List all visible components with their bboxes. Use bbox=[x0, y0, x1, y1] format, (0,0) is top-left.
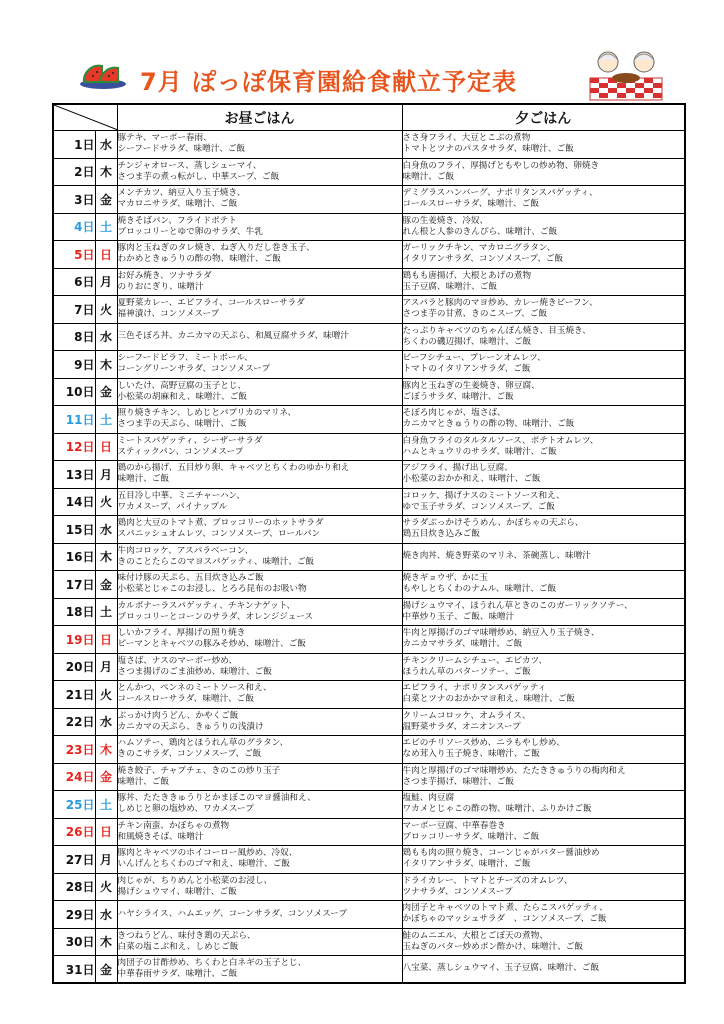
dinner-menu-cell bbox=[402, 433, 685, 461]
dinner-menu-line: なめ茸入り玉子焼き、味噌汁、ご飯 bbox=[402, 749, 540, 760]
lunch-menu-line: しいかフライ、厚揚げの照り焼き bbox=[117, 628, 246, 639]
lunch-menu-line: 照り焼きチキン、しめじとパプリカのマリネ、 bbox=[117, 408, 297, 419]
day-date: 23日 bbox=[53, 736, 95, 764]
dinner-menu-line: 豚の生姜焼き、冷奴、 bbox=[402, 215, 489, 226]
dinner-menu-cell bbox=[402, 736, 685, 764]
lunch-menu-line: 福神漬け、コンソメスープ bbox=[117, 309, 220, 320]
day-date: 22日 bbox=[53, 708, 95, 736]
table-row bbox=[53, 736, 685, 764]
day-date: 5日 bbox=[53, 241, 95, 269]
dinner-menu-line: ハムとキュウリのサラダ、味噌汁、ご飯 bbox=[402, 446, 557, 457]
dinner-menu-line: 牛肉と厚揚げのゴマ味噌炒め、納豆入り玉子焼き、 bbox=[402, 628, 600, 639]
day-date: 8日 bbox=[53, 323, 95, 351]
day-date: 31日 bbox=[53, 956, 95, 984]
dinner-menu-cell bbox=[402, 928, 685, 956]
table-row bbox=[53, 763, 685, 791]
lunch-menu-line: きつねうどん、味付き鶏の天ぷら、 bbox=[117, 930, 256, 941]
day-date: 26日 bbox=[53, 818, 95, 846]
day-date: 4日 bbox=[53, 213, 95, 241]
lunch-menu-line: ミートスパゲッティ、シーザーサラダ bbox=[117, 435, 263, 446]
dinner-menu-line: 玉子豆腐、味噌汁、ご飯 bbox=[402, 281, 498, 292]
dinner-menu-line: 鶏もも肉の照り焼き、コーンじゃがバター醤油炒め bbox=[402, 848, 600, 859]
lunch-menu-line: 豚テキ、マーボー春雨、 bbox=[117, 133, 212, 144]
dinner-menu-line: ドライカレー、トマトとチーズのオムレツ、 bbox=[402, 875, 573, 886]
lunch-menu-cell bbox=[117, 681, 402, 709]
dinner-menu-cell bbox=[402, 488, 685, 516]
day-of-week: 土 bbox=[95, 406, 117, 434]
lunch-menu-line: ブロッコリーとゆで卵のサラダ、牛乳 bbox=[117, 226, 263, 237]
lunch-menu-line: きのことたらこのマヨスパゲッティ、味噌汁、ご飯 bbox=[117, 556, 315, 567]
dinner-menu-cell bbox=[402, 378, 685, 406]
day-date: 11日 bbox=[53, 406, 95, 434]
lunch-menu-line: さつま揚げのごま油炒め、味噌汁、ご飯 bbox=[117, 666, 272, 677]
dinner-menu-cell bbox=[402, 846, 685, 874]
day-date: 18日 bbox=[53, 598, 95, 626]
day-date: 27日 bbox=[53, 846, 95, 874]
table-row bbox=[53, 708, 685, 736]
lunch-menu-cell bbox=[117, 708, 402, 736]
dinner-menu-cell bbox=[402, 873, 685, 901]
lunch-menu-line: 小松菜の胡麻和え、味噌汁、ご飯 bbox=[117, 391, 247, 402]
lunch-menu-line: 白菜の塩こぶ和え、しめじご飯 bbox=[117, 941, 239, 952]
dinner-menu-cell bbox=[402, 268, 685, 296]
day-of-week: 月 bbox=[95, 461, 117, 489]
day-of-week: 土 bbox=[95, 791, 117, 819]
dinner-menu-line: クリームコロッケ、オムライス、 bbox=[402, 710, 531, 721]
table-row bbox=[53, 158, 685, 186]
dinner-menu-line: コロッケ、揚げナスのミートソース和え、 bbox=[402, 490, 565, 501]
dinner-menu-line: れん根と人参のきんぴら、味噌汁、ご飯 bbox=[402, 226, 558, 237]
day-of-week: 木 bbox=[95, 158, 117, 186]
day-of-week: 木 bbox=[95, 736, 117, 764]
dinner-menu-cell bbox=[402, 956, 685, 984]
table-row bbox=[53, 351, 685, 379]
dinner-menu-line: 味噌汁、ご飯 bbox=[402, 171, 455, 182]
dinner-menu-line: トマトのイタリアンサラダ、ご飯 bbox=[402, 364, 531, 375]
table-row bbox=[53, 433, 685, 461]
dinner-menu-cell bbox=[402, 681, 685, 709]
table-row bbox=[53, 928, 685, 956]
dinner-menu-line: 肉団子とキャベツのトマト煮、たらこスパゲッティ、 bbox=[402, 903, 608, 914]
lunch-menu-cell bbox=[117, 818, 402, 846]
lunch-menu-line: 小松菜とじゃこのお浸し、とろろ昆布のお吸い物 bbox=[117, 584, 307, 595]
lunch-menu-line: 焼き餃子、チャプチェ、きのこの炒り玉子 bbox=[117, 765, 281, 776]
table-row bbox=[53, 296, 685, 324]
day-of-week: 金 bbox=[95, 186, 117, 214]
dinner-menu-line: サラダぶっかけそうめん、かぼちゃの天ぷら、 bbox=[402, 518, 584, 529]
day-of-week: 火 bbox=[95, 681, 117, 709]
lunch-menu-line: メンチカツ、納豆入り玉子焼き、 bbox=[117, 188, 246, 199]
lunch-menu-line: シーフードサラダ、味噌汁、ご飯 bbox=[117, 144, 246, 155]
dinner-menu-line: 白身魚のフライ、厚揚げともやしの炒め物、卵焼き bbox=[402, 160, 600, 171]
day-date: 13日 bbox=[53, 461, 95, 489]
dinner-menu-cell bbox=[402, 708, 685, 736]
day-of-week: 水 bbox=[95, 901, 117, 929]
day-date: 9日 bbox=[53, 351, 95, 379]
lunch-menu-line: スパニッシュオムレツ、コンソメスープ、ロールパン bbox=[117, 529, 321, 540]
lunch-menu-cell bbox=[117, 351, 402, 379]
lunch-menu-line: ハムソテー、鶏肉とほうれん草のグラタン、 bbox=[117, 738, 289, 749]
day-date: 29日 bbox=[53, 901, 95, 929]
dinner-menu-line: コールスローサラダ、味噌汁、ご飯 bbox=[402, 199, 539, 210]
lunch-menu-cell bbox=[117, 873, 402, 901]
lunch-menu-cell bbox=[117, 736, 402, 764]
day-of-week: 金 bbox=[95, 763, 117, 791]
lunch-menu-line: 三色そぼろ丼、カニカマの天ぷら、和風豆腐サラダ、味噌汁 bbox=[117, 331, 349, 342]
dinner-menu-cell bbox=[402, 626, 685, 654]
lunch-menu-line: マカロニサラダ、味噌汁、ご飯 bbox=[117, 199, 238, 210]
day-of-week: 水 bbox=[95, 323, 117, 351]
lunch-menu-cell bbox=[117, 928, 402, 956]
day-of-week: 木 bbox=[95, 543, 117, 571]
day-date: 6日 bbox=[53, 268, 95, 296]
day-of-week: 木 bbox=[95, 351, 117, 379]
dinner-menu-line: 牛肉と厚揚げのゴマ味噌炒め、たたききゅうりの梅肉和え bbox=[402, 765, 626, 776]
table-row bbox=[53, 241, 685, 269]
table-row bbox=[53, 571, 685, 599]
dinner-menu-line: カニカマサラダ、味噌汁、ご飯 bbox=[402, 639, 523, 650]
lunch-menu-cell bbox=[117, 516, 402, 544]
dinner-menu-cell bbox=[402, 158, 685, 186]
lunch-menu-line: さつま芋の天ぷら、味噌汁、ご飯 bbox=[117, 419, 247, 430]
day-date: 17日 bbox=[53, 571, 95, 599]
lunch-menu-cell bbox=[117, 763, 402, 791]
lunch-menu-cell bbox=[117, 488, 402, 516]
dinner-menu-cell bbox=[402, 241, 685, 269]
day-date: 24日 bbox=[53, 763, 95, 791]
dinner-menu-line: 白身魚フライのタルタルソース、ポテトオムレツ、 bbox=[402, 435, 599, 446]
lunch-menu-line: 五目冷し中華、ミニチャーハン、 bbox=[117, 490, 246, 501]
dinner-menu-line: マーボー豆腐、中華春巻き bbox=[402, 820, 506, 831]
lunch-menu-line: わかめときゅうりの酢の物、味噌汁、ご飯 bbox=[117, 254, 281, 265]
dinner-menu-line: 豚肉と玉ねぎの生姜焼き、卵豆腐、 bbox=[402, 380, 540, 391]
lunch-menu-line: きのこサラダ、コンソメスープ、ご飯 bbox=[117, 749, 262, 760]
table-row bbox=[53, 516, 685, 544]
lunch-menu-line: 和風焼きそば、味噌汁 bbox=[117, 831, 204, 842]
dinner-menu-line: イタリアンサラダ、コンソメスープ、ご飯 bbox=[402, 254, 564, 265]
lunch-menu-cell bbox=[117, 543, 402, 571]
dinner-menu-line: ガーリックチキン、マカロニグラタン、 bbox=[402, 243, 556, 254]
dinner-menu-line: ワカメとじゃこの酢の物、味噌汁、ふりかけご飯 bbox=[402, 804, 592, 815]
dinner-menu-line: ささ身フライ、大豆とこぶの煮物 bbox=[402, 133, 531, 144]
day-date: 10日 bbox=[53, 378, 95, 406]
page-header bbox=[0, 40, 724, 100]
day-of-week: 火 bbox=[95, 296, 117, 324]
lunch-menu-cell bbox=[117, 378, 402, 406]
table-row bbox=[53, 378, 685, 406]
dinner-menu-cell bbox=[402, 296, 685, 324]
page-title bbox=[140, 62, 517, 97]
dinner-menu-line: さつま芋揚げ、味噌汁、ご飯 bbox=[402, 776, 514, 787]
menu-table bbox=[52, 103, 686, 984]
lunch-menu-line: ワカメスープ、パイナップル bbox=[117, 501, 228, 512]
table-header-row bbox=[53, 104, 685, 131]
dinner-menu-line: たっぷりキャベツのちゃんぽん焼き、目玉焼き、 bbox=[402, 325, 591, 336]
day-of-week: 火 bbox=[95, 488, 117, 516]
dinner-menu-line: 鶏五目炊き込みご飯 bbox=[402, 529, 480, 540]
dinner-menu-line: 白菜とツナのおかかマヨ和え、味噌汁、ご飯 bbox=[402, 694, 575, 705]
dinner-menu-cell bbox=[402, 186, 685, 214]
dinner-menu-line: チキンクリームシチュー、エビカツ、 bbox=[402, 655, 548, 666]
day-of-week: 水 bbox=[95, 131, 117, 159]
lunch-menu-cell bbox=[117, 213, 402, 241]
dinner-menu-line: ほうれん草のバターソテー、ご飯 bbox=[402, 666, 531, 677]
dinner-menu-line: アスパラと豚肉のマヨ炒め、カレー焼きビーフン、 bbox=[402, 298, 598, 309]
lunch-menu-line: 塩さば、ナスのマーボー炒め、 bbox=[117, 655, 238, 666]
lunch-menu-line: ぶっかけ肉うどん、かやくご飯 bbox=[117, 710, 239, 721]
lunch-menu-cell bbox=[117, 131, 402, 159]
lunch-menu-line: 味噌汁、ご飯 bbox=[117, 776, 170, 787]
dinner-menu-line: 小松菜のおかか和え、味噌汁、ご飯 bbox=[402, 474, 541, 485]
dinner-menu-line: 鮭のムニエル、大根とごぼ天の煮物、 bbox=[402, 930, 548, 941]
dinner-menu-cell bbox=[402, 763, 685, 791]
lunch-header: お昼ごはん bbox=[117, 104, 402, 131]
day-of-week: 土 bbox=[95, 598, 117, 626]
dinner-menu-cell bbox=[402, 598, 685, 626]
lunch-menu-cell bbox=[117, 598, 402, 626]
lunch-menu-cell bbox=[117, 268, 402, 296]
table-row bbox=[53, 268, 685, 296]
lunch-menu-line: ハヤシライス、ハムエッグ、コーンサラダ、コンソメスープ bbox=[117, 908, 348, 919]
dinner-menu-cell bbox=[402, 543, 685, 571]
dinner-menu-line: デミグラスハンバーグ、ナポリタンスパゲッティ、 bbox=[402, 188, 598, 199]
lunch-menu-line: しめじと卵の塩炒め、ワカメスープ bbox=[117, 804, 254, 815]
lunch-menu-line: コーングリーンサラダ、コンソメスープ bbox=[117, 364, 271, 375]
dinner-menu-line: ビーフシチュー、プレーンオムレツ、 bbox=[402, 353, 546, 364]
lunch-menu-line: 揚げシュウマイ、味噌汁、ご飯 bbox=[117, 886, 237, 897]
dinner-menu-line: 玉ねぎのバター炒めポン酢かけ、味噌汁、ご飯 bbox=[402, 941, 583, 952]
day-of-week: 日 bbox=[95, 626, 117, 654]
dinner-menu-cell bbox=[402, 461, 685, 489]
day-date: 28日 bbox=[53, 873, 95, 901]
lunch-menu-cell bbox=[117, 323, 402, 351]
day-date: 3日 bbox=[53, 186, 95, 214]
table-row bbox=[53, 791, 685, 819]
lunch-menu-cell bbox=[117, 406, 402, 434]
lunch-menu-line: カルボナーラスパゲッティ、チキンナゲット、 bbox=[117, 600, 296, 611]
table-row bbox=[53, 213, 685, 241]
dinner-menu-line: 焼き肉丼、焼き野菜のマリネ、茶碗蒸し、味噌汁 bbox=[402, 551, 591, 562]
table-row bbox=[53, 956, 685, 984]
dinner-menu-line: そぼろ肉じゃが、塩さば、 bbox=[402, 408, 506, 419]
dinner-menu-line: さつま芋の甘煮、きのこスープ、ご飯 bbox=[402, 309, 548, 320]
dinner-header: 夕ごはん bbox=[402, 104, 685, 131]
day-of-week: 月 bbox=[95, 268, 117, 296]
lunch-menu-line: カニカマの天ぷら、きゅうりの浅漬け bbox=[117, 721, 264, 732]
lunch-menu-line: 味付け豚の天ぷら、五目炊き込みご飯 bbox=[117, 573, 264, 584]
lunch-menu-cell bbox=[117, 571, 402, 599]
lunch-menu-line: コールスローサラダ、味噌汁、ご飯 bbox=[117, 694, 254, 705]
day-of-week: 金 bbox=[95, 956, 117, 984]
lunch-menu-cell bbox=[117, 626, 402, 654]
day-date: 12日 bbox=[53, 433, 95, 461]
table-row bbox=[53, 543, 685, 571]
day-date: 16日 bbox=[53, 543, 95, 571]
lunch-menu-line: 肉じゃが、ちりめんと小松菜のお浸し、 bbox=[117, 875, 273, 886]
lunch-menu-line: 肉団子の甘酢炒め、ちくわと白ネギの玉子とじ、 bbox=[117, 957, 307, 968]
day-of-week: 日 bbox=[95, 241, 117, 269]
table-row bbox=[53, 186, 685, 214]
day-of-week: 月 bbox=[95, 653, 117, 681]
day-date: 20日 bbox=[53, 653, 95, 681]
dinner-menu-cell bbox=[402, 351, 685, 379]
lunch-menu-cell bbox=[117, 653, 402, 681]
dinner-menu-line: エビフライ、ナポリタンスパゲッティ bbox=[402, 683, 547, 694]
day-of-week: 日 bbox=[95, 433, 117, 461]
day-of-week: 日 bbox=[95, 818, 117, 846]
day-date: 21日 bbox=[53, 681, 95, 709]
day-of-week: 月 bbox=[95, 846, 117, 874]
table-row bbox=[53, 901, 685, 929]
lunch-menu-line: しいたけ、高野豆腐の玉子とじ、 bbox=[117, 380, 247, 391]
dinner-menu-line: ゆで玉子サラダ、コンソメスープ、ご飯 bbox=[402, 501, 555, 512]
table-row bbox=[53, 846, 685, 874]
lunch-menu-line: スティックパン、コンソメスープ bbox=[117, 446, 244, 457]
dinner-menu-cell bbox=[402, 571, 685, 599]
lunch-menu-cell bbox=[117, 956, 402, 984]
table-row bbox=[53, 598, 685, 626]
day-date: 14日 bbox=[53, 488, 95, 516]
day-date: 1日 bbox=[53, 131, 95, 159]
lunch-menu-line: 味噌汁、ご飯 bbox=[117, 474, 170, 485]
lunch-menu-cell bbox=[117, 241, 402, 269]
title-text: ぽっぽ保育園給食献立予定表 bbox=[192, 68, 518, 96]
day-date: 30日 bbox=[53, 928, 95, 956]
dinner-menu-line: アジフライ、揚げ出し豆腐、 bbox=[402, 463, 513, 474]
day-of-week: 木 bbox=[95, 928, 117, 956]
dinner-menu-cell bbox=[402, 516, 685, 544]
dinner-menu-cell bbox=[402, 791, 685, 819]
lunch-menu-line: いんげんとちくわのゴマ和え、味噌汁、ご飯 bbox=[117, 859, 290, 870]
lunch-menu-line: 豚肉とキャベツのホイコーロー風炒め、冷奴、 bbox=[117, 848, 298, 859]
dinner-menu-line: 温野菜サラダ、オニオンスープ bbox=[402, 721, 521, 732]
day-of-week: 金 bbox=[95, 571, 117, 599]
table-row bbox=[53, 488, 685, 516]
lunch-menu-line: さつま芋の煮っ転がし、中華スープ、ご飯 bbox=[117, 171, 280, 182]
day-date: 25日 bbox=[53, 791, 95, 819]
day-of-week: 金 bbox=[95, 378, 117, 406]
lunch-menu-line: とんかつ、ペンネのミートソース和え、 bbox=[117, 683, 272, 694]
lunch-menu-line: ピーマンとキャベツの豚みそ炒め、味噌汁、ご飯 bbox=[117, 639, 306, 650]
lunch-menu-cell bbox=[117, 791, 402, 819]
lunch-menu-cell bbox=[117, 296, 402, 324]
dinner-menu-cell bbox=[402, 818, 685, 846]
lunch-menu-line: 鶏肉と大豆のトマト煮、ブロッコリーのホットサラダ bbox=[117, 518, 324, 529]
lunch-menu-line: 中華春雨サラダ、味噌汁、ご飯 bbox=[117, 969, 238, 979]
dinner-menu-line: 焼きギョウザ、かに玉 bbox=[402, 573, 488, 584]
day-of-week: 火 bbox=[95, 873, 117, 901]
dinner-menu-line: もやしとちくわのナムル、味噌汁、ご飯 bbox=[402, 584, 557, 595]
lunch-menu-cell bbox=[117, 461, 402, 489]
dinner-menu-line: イタリアンサラダ、味噌汁、ご飯 bbox=[402, 859, 531, 870]
lunch-menu-cell bbox=[117, 846, 402, 874]
dinner-menu-cell bbox=[402, 213, 685, 241]
table-row bbox=[53, 653, 685, 681]
lunch-menu-cell bbox=[117, 433, 402, 461]
table-row bbox=[53, 818, 685, 846]
table-row bbox=[53, 131, 685, 159]
dinner-menu-line: エビのチリソース炒め、ニラもやし炒め、 bbox=[402, 738, 565, 749]
lunch-menu-line: 牛肉コロッケ、アスパラベーコン、 bbox=[117, 545, 254, 556]
lunch-menu-cell bbox=[117, 901, 402, 929]
day-of-week: 土 bbox=[95, 213, 117, 241]
lunch-menu-line: シーフードピラフ、ミートボール、 bbox=[117, 353, 253, 364]
dinner-menu-line: 八宝菜、蒸しシュウマイ、玉子豆腐、味噌汁、ご飯 bbox=[402, 963, 600, 974]
lunch-menu-line: のりおにぎり、味噌汁 bbox=[117, 281, 204, 292]
day-of-week: 水 bbox=[95, 708, 117, 736]
dinner-menu-line: ツナサラダ、コンソメスープ bbox=[402, 886, 513, 897]
dinner-menu-cell bbox=[402, 653, 685, 681]
lunch-menu-line: 夏野菜カレー、エビフライ、コールスローサラダ bbox=[117, 298, 305, 309]
lunch-menu-cell bbox=[117, 158, 402, 186]
day-date: 2日 bbox=[53, 158, 95, 186]
lunch-menu-line: 鶏のから揚げ、五目炒り卵、キャベツとちくわのゆかり和え bbox=[117, 463, 350, 474]
dinner-menu-line: 中華炒り玉子、ご飯、味噌汁 bbox=[402, 611, 515, 622]
table-row bbox=[53, 461, 685, 489]
dinner-menu-line: かぼちゃのマッシュサラダ 、コンソメスープ、ご飯 bbox=[402, 914, 607, 925]
lunch-menu-line: 豚丼、たたききゅうりとかまぼこのマヨ醤油和え、 bbox=[117, 793, 316, 804]
dinner-menu-line: 塩鮭、肉豆腐 bbox=[402, 793, 455, 804]
table-row bbox=[53, 323, 685, 351]
watermelon-icon bbox=[78, 60, 128, 90]
lunch-menu-line: お好み焼き、ツナサラダ bbox=[117, 270, 212, 281]
lunch-menu-line: 焼きそばパン、フライドポテト bbox=[117, 215, 237, 226]
lunch-menu-line: チンジャオロース、蒸しシューマイ、 bbox=[117, 160, 262, 171]
day-of-week: 水 bbox=[95, 516, 117, 544]
lunch-menu-line: チキン南蛮、かぼちゃの煮物 bbox=[117, 820, 230, 831]
lunch-menu-line: 豚肉と玉ねぎのタレ焼き、ねぎ入りだし巻き玉子、 bbox=[117, 243, 315, 254]
kids-eating-icon bbox=[586, 48, 666, 103]
dinner-menu-line: ちくわの磯辺揚げ、味噌汁、ご飯 bbox=[402, 336, 532, 347]
table-row bbox=[53, 406, 685, 434]
table-row bbox=[53, 626, 685, 654]
table-row bbox=[53, 873, 685, 901]
dinner-menu-cell bbox=[402, 901, 685, 929]
dinner-menu-line: 鶏もも唐揚げ、大根とあげの煮物 bbox=[402, 270, 532, 281]
table-row bbox=[53, 681, 685, 709]
dinner-menu-line: ごぼうサラダ、味噌汁、ご飯 bbox=[402, 391, 514, 402]
dinner-menu-line: ブロッコリーサラダ、味噌汁、ご飯 bbox=[402, 831, 540, 842]
day-date: 15日 bbox=[53, 516, 95, 544]
dinner-menu-line: 揚げシュウマイ、ほうれん草ときのこのガーリックソテー、 bbox=[402, 600, 633, 611]
dinner-menu-line: トマトとツナのパスタサラダ、味噌汁、ご飯 bbox=[402, 144, 574, 155]
dinner-menu-cell bbox=[402, 131, 685, 159]
dinner-menu-line: カニカマときゅうりの酢の物、味噌汁、ご飯 bbox=[402, 419, 575, 430]
menu-body bbox=[53, 131, 685, 984]
day-date: 7日 bbox=[53, 296, 95, 324]
dinner-menu-cell bbox=[402, 323, 685, 351]
day-date: 19日 bbox=[53, 626, 95, 654]
lunch-menu-cell bbox=[117, 186, 402, 214]
title-month: 7月 bbox=[140, 68, 183, 96]
lunch-menu-line: ブロッコリーとコーンのサラダ、オレンジジュース bbox=[117, 611, 313, 622]
dinner-menu-cell bbox=[402, 406, 685, 434]
header-corner bbox=[53, 104, 117, 131]
